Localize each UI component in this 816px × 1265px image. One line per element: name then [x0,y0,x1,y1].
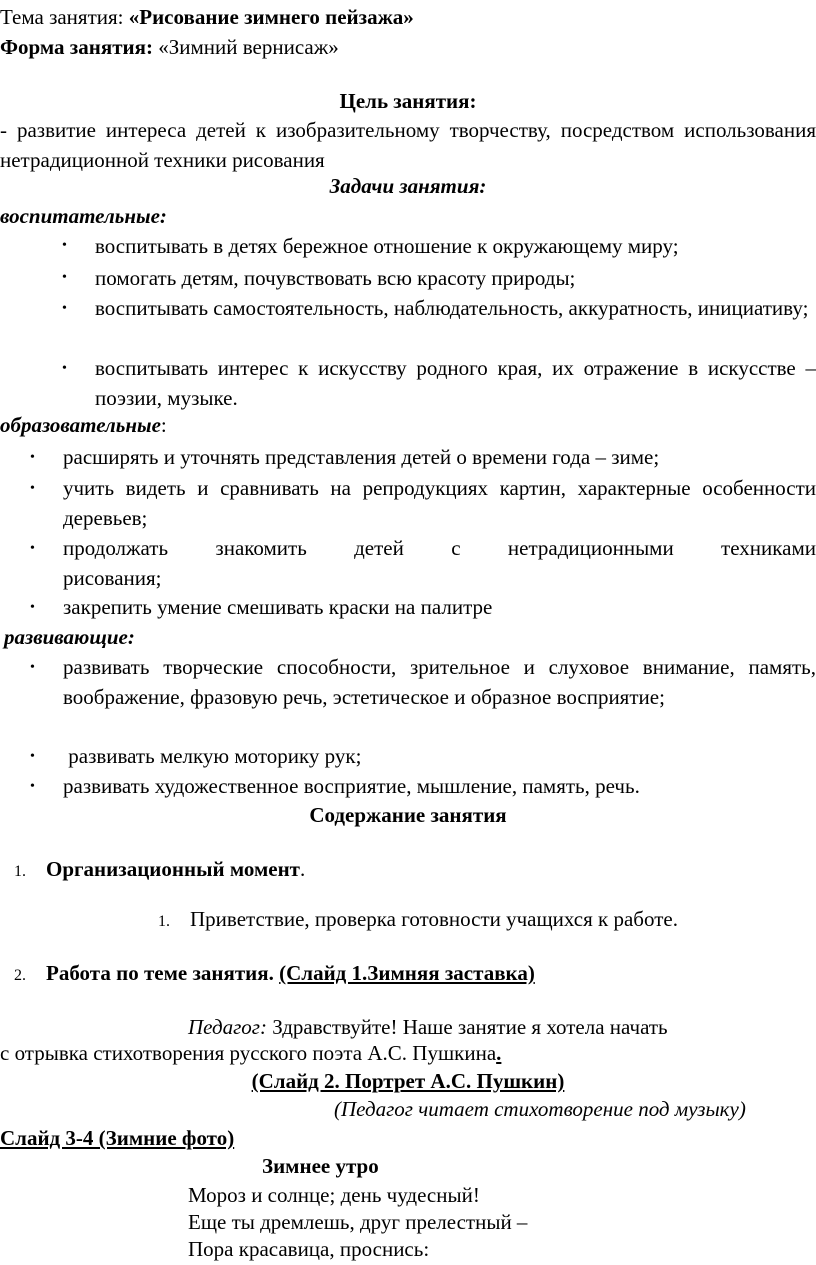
step-1-title: Организационный момент [46,857,300,881]
list-item: закрепить умение смешивать краски на палитре [63,595,493,619]
goal-text: - развитие интереса детей к изобразительному творчеству, посредством использования нетрадиционной техники рисования [0,118,816,172]
list-item: помогать детям, почувствовать всю красоту природы; [95,266,576,290]
goal-title: Цель занятия: [339,89,477,113]
form-line [0,34,339,60]
list-item: продолжать знакомить детей с нетрадиционными техниками рисования; [63,536,816,590]
step-2 [46,960,535,986]
bullet: • [62,238,67,253]
bullet: • [30,450,35,465]
poem-line: Мороз и солнце; день чудесный! [188,1183,480,1207]
teacher-note: (Педагог читает стихотворение под музыку) [334,1097,746,1121]
teacher-line-2-wrap [0,1040,501,1066]
topic-value: «Рисование зимнего пейзажа» [128,5,414,29]
bullet: • [30,660,35,675]
slide-2-label: (Слайд 2. Портрет А.С. Пушкин) [251,1069,565,1093]
developing-title: развивающие: [4,625,135,649]
educational-title: воспитательные: [0,204,167,228]
poem-line: Пора красавица, проснись: [188,1237,430,1261]
topic-line [0,4,414,30]
bullet: • [62,270,67,285]
bullet: • [30,481,35,496]
step-number: 1. [14,863,26,880]
teacher-line-2-dot: . [496,1041,502,1065]
list-item: развивать художественное восприятие, мышление, память, речь. [63,774,640,798]
form-label: Форма занятия: [0,35,159,59]
bullet: • [30,541,35,556]
teacher-label: Педагог: [188,1015,267,1039]
list-item: развивать мелкую моторику рук; [63,744,362,768]
teacher-line-2: с отрывка стихотворения русского поэта А.С. Пушкина [0,1041,497,1065]
substep-number: 1. [158,913,170,930]
bullet: • [62,301,67,316]
topic-label: Тема занятия: [0,5,129,29]
step-1-dot: . [300,857,306,881]
tasks-title: Задачи занятия: [329,174,487,198]
bullet: • [30,779,35,794]
form-value: «Зимний вернисаж» [158,35,339,59]
teaching-title-line [0,412,167,438]
list-item: развивать творческие способности, зрительное и слуховое внимание, память, воображение, фразовую речь, эстетическое и образное восприятие; [63,655,816,709]
step-number: 2. [14,967,26,984]
slide-3-4-label: Слайд 3-4 (Зимние фото) [0,1126,235,1150]
teaching-title: образовательные [0,413,161,437]
bullet: • [30,600,35,615]
substep-text: Приветствие, проверка готовности учащихся к работе. [190,907,678,931]
step-1 [46,856,305,882]
teacher-line-1: Здравствуйте! Наше занятие я хотела начать [266,1015,668,1039]
teaching-colon: : [160,413,167,437]
bullet: • [62,361,67,376]
list-item: расширять и уточнять представления детей о времени года – зиме; [63,445,660,469]
step-2-slide: (Слайд 1.Зимняя заставка) [279,961,535,985]
list-item: воспитывать самостоятельность, наблюдательность, аккуратность, инициативу; [95,296,809,320]
step-2-title: Работа по теме занятия. [46,961,274,985]
list-item: воспитывать интерес к искусству родного края, их отражение в искусстве – поэзии, музыке. [95,356,816,410]
poem-line: Еще ты дремлешь, друг прелестный – [188,1210,528,1234]
poem-title: Зимнее утро [262,1154,379,1178]
teacher-line [188,1014,668,1040]
list-item: учить видеть и сравнивать на репродукциях картин, характерные особенности деревьев; [63,476,816,530]
content-title: Содержание занятия [309,803,507,827]
bullet: • [30,749,35,764]
list-item: воспитывать в детях бережное отношение к окружающему миру; [95,234,679,258]
